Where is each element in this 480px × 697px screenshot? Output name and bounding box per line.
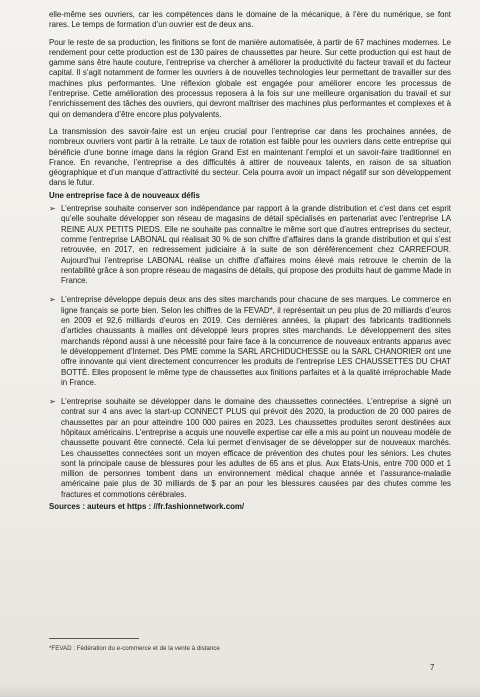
bullet-connected-socks	[49, 397, 451, 500]
footnote-divider	[49, 638, 139, 639]
arrow-bullet-icon: ➢	[49, 397, 56, 407]
page-shadow	[0, 685, 480, 697]
paragraph-intro: elle-même ses ouvriers, car les compétences dans le domaine de la mécanique, à l’ère du numérique, se font rares. Le temps de formation d’un ouvrier est de deux ans.	[49, 10, 451, 30]
paragraph-transmission: La transmission des savoir-faire est un enjeu crucial pour l’entreprise car dans les prochaines années, de nombreux ouvriers vont partir à la retraite. Le taux de rotation est faible pour les ouvriers dans cette entreprise qui bénéficie d’une bonne image dans la région Grand Est en maintenant l’emploi et un savoir-faire traditionnel en France. En revanche, l’entreprise a des difficultés à attirer de nouveaux talents, en raison de sa situation géographique et d’un manque d’attractivité du secteur. Cela pourra avoir un impact négatif sur son développement dans le futur.	[49, 126, 451, 188]
bullet-distribution	[49, 204, 451, 286]
page-number: 7	[430, 663, 435, 672]
document-body	[49, 10, 451, 512]
section-heading: Une entreprise face à de nouveaux défis	[49, 190, 200, 200]
arrow-bullet-icon: ➢	[49, 295, 56, 305]
bullet-ecommerce	[49, 295, 451, 388]
paragraph-production: Pour le reste de sa production, les finitions se font de manière automatisée, à partir de 67 machines modernes. Le rendement pour cette production est de 130 paires de chaussettes par heure. Sur cette production qui est haut de gamme sans être haute couture, l’entreprise va chercher à améliorer la productivité du facteur travail et du facteur capital. Il s’agit notamment de former les ouvriers à de nouvelles technologies leur permettant de travailler sur des machines plus performantes. Une réflexion globale est engagée pour améliorer encore les processus de l’entreprise. Cette amélioration des processus reposera à la fois sur une meilleure organisation du travail et sur l’enrichissement des tâches des ouvriers, qui devront maîtriser des machines plus performantes et complexes et à qui on demandera d’être encore plus polyvalents.	[49, 37, 451, 119]
sources-line: Sources : auteurs et https : //fr.fashionnetwork.com/	[49, 502, 245, 512]
bullet-text: L’entreprise souhaite conserver son indépendance par rapport à la grande distribution et c’est dans cet esprit qu’elle souhaite développer son réseau de magasins de détail spécialisés en partenariat avec l’entreprise LA REINE AUX PETITS PIEDS. Elle ne souhaite pas connaître le même sort que d’autres entreprises du secteur, comme l’entreprise LABONAL qui réalisait 30 % de son chiffre d’affaires dans la grande distribution et qui s’est retrouvée, en 2017, en redressement judiciaire à la suite de son déréférencement chez CARREFOUR. Aujourd’hui l’entreprise LABONAL réalise un chiffre d’affaires moins élevé mais retrouve le chemin de la rentabilité grâce à son propre réseau de magasins de détails, qui propose des produits haut de gamme Made in France.	[61, 204, 451, 286]
bullet-text: L’entreprise développe depuis deux ans des sites marchands pour chacune de ses marques. Le commerce en ligne français se porte bien. Selon les chiffres de la FEVAD*, il représentait un peu plus de 20 milliards d’euros en 2009 et 92,6 milliards d’euros en 2019. Ces dernières années, la plupart des fabricants traditionnels d’articles chaussants à mailles ont développé leurs propres sites marchands. Le développement des sites marchands répond aussi à une nécessité pour faire face à la concurrence de nouveaux entrants apparus avec le développement d’Internet. Des PME comme la SARL ARCHIDUCHESSE ou la SARL CHANORIER ont une offre innovante qui vient directement concurrencer les produits de l’entreprise LES CHAUSSETTES DU CHAT BOTTÉ. Elles proposent le même type de chaussettes aux finitions parfaites et à la qualité irréprochable Made in France.	[61, 295, 451, 387]
bullet-text: L’entreprise souhaite se développer dans le domaine des chaussettes connectées. L’entreprise a signé un contrat sur 4 ans avec la start-up CONNECT PLUS qui prévoit dès 2020, la production de 20 000 paires de chaussettes par an pour atteindre 100 000 paires en 2023. Les chaussettes produites seront destinées aux hôpitaux américains. L’entreprise a acquis une nouvelle expertise car elle a mis au point un nouveau modèle de chaussette pouvant être connecté. Cela lui permet d’envisager de se développer sur de nouveaux marchés. Les chaussettes connectées sont un moyen efficace de prévention des chutes pour les séniors. Les chutes sont la principale cause de blessures pour les adultes de 65 ans et plus. Aux Etats-Unis, entre 700 000 et 1 million de personnes tombent dans un environnement médical chaque année et l’assurance-maladie américaine paie plus de 30 milliards de $ par an pour les blessures causées par des chutes comme les fractures et commotions cérébrales.	[61, 397, 451, 499]
footnote: *FEVAD : Fédération du e-commerce et de la vente à distance	[49, 645, 220, 652]
arrow-bullet-icon: ➢	[49, 204, 56, 214]
